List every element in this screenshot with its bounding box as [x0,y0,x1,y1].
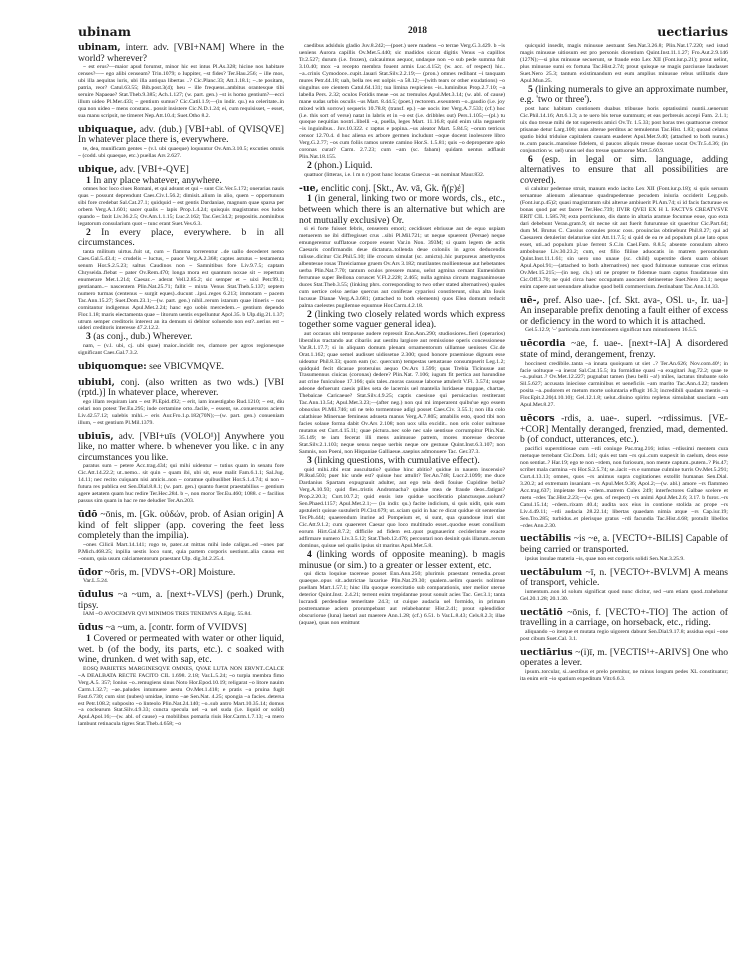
citations: tanta militum uirtus..fuit ut, cum ~ flamma torrerentur ..de uallo decederet nemo Caes.Gal.5.43.4; ~ crudelis ~ luctus, ~ pauor Verg.A.2.368; captes astutus ~ testamenta senum Hor.S.2.5.23; saltus Caudinos non ~ Samnitibus fore Liv.9.7.5; captam Chryseida..flebat ~ pater Ov.Rem.470; longa mora est quantum noxae sit ~ repertum enumerare Met.1.214; Caesar..~ aderat Vell.2.85.2; sic semper et ~ uixi Petr.99.1; gentianam..~ nascentem Plin.Nat.25.71; fallit ~ mixta Venus Stat.Theb.5.137; septem numero turmas (centenus ~ surgit eques)..ducunt ..ipsi..reges 6.213; immotam ~ pacem Tac.Ann.15.27; Suet.Dom.23.1;—(w. part. gen.) nihil..rerum istarum quae itineris ~ nos comitantur indigemus Apul.Met.2.24; hanc ego uobis mercedem..~ gentium dependo Flor.1.18; maris eiectamenta quae ~ litorum uentis expelluntur Apol.35. b Ulp.dig.21.1.37; utrum semper creditoris interest an ita demum si debitor soluendo non est?..uerius est ~ uideri creditoris interesse 47.2.12.2. [78,249,284,332]
headword: ubiubi, [78,376,115,388]
citations: ipsum..torcular, si..uectibus et prelo premitur, ne minus longum pedes XL constituatur; ita enim erit ~io spatium expeditum Vitr.6.6.3. [520,668,728,682]
citations: quicquid insedit, magis minusue aestuant Sen.Nat.3.26.8; Plin.Nat.17.220; sed istud magis minusue uitiosum est pro personis dicentium Quint.Inst.11.1.27; Fro.Aut.2.9.146 (127N);—si plus minusue secuerunt, se fraude esto Lex XII (Font.iur.p.21); prout uelint, plus minusue sumi ex fortuna Tac.Hist.2.74; prout quisque se magis parciusue laudasset Suet.Nero 25.3; tantum existimandum est eum amplius minusue rebus utilitatis dare Apul.Mun.25. [520,43,728,84]
dictionary-entry [78,510,284,563]
sense-definition [299,310,505,331]
entry-heading [78,43,284,64]
sense-text: (as conj., dub.) Wherever. [90,331,193,343]
entry-definition: ~ōris, m. [VDVS+-OR] Moisture. [102,566,236,578]
citations: aut occasus ubi tempusue audere repressit Enn.Ann.290; studiosiores..fieri (operarios) liberalius tractando aut cibariis aut uestitu largiore aut remissione operis concessioneue Var.R.1.17.7; si in aliquam domum plenam ornamentorum uillamue uenisses Cic.de Orat.1.162; quae semel audisset uidissetue 2.300; quod honore praemioue dignum esse uideatur Phil.8.33; quom eam (sc. quercum) tempestas uetustasue consumpserit Leg.1.2; quidquid fecit dicasue proteruius aequo Ov.Ars 1.599; quas Trebia Ticinusue aut Trasumennus ciuicas (coronas) dedere? Plin.Nat. 7.106; iugum fit pertica aut harundine aut crine funiculoue 17.166; quis tales..moras casusue laborue attulerit V.Fl. 3.574; usque adeone defuerunt caesis pilles seta de lacernis uel mantelia luridaeue mappae, chartae, Thebaicae Caricaeue? Stat.Silv.4.9.25; captis caesisue qui peruicacius restiterant Tac.Ann.13.54; Apul.Met.3.23;—(after neg.) non qui mi imperarent quibu'ue ego essem obnoxius Pl.Mil.746; uti ne telo tormentoue adigi posset Caes.Civ. 3.55.1; non illa colo calathisue Mineruae femineas adsueta manus Verg.A.7.805; amabilis esto, quod tibi non facies solaue forma dabit Ov.Ars 2.108; non uox ulla excidit.. non oris color uultusue mutatus est Curt.4.15.11; quae pictura..nec sole nec sale uentisue corrumpitur Plin.Nat. 35.149; te iam fecerat illi mens animusue patrem, mores moresue decorue Stat.Silv.2.1.103; neque sensu neque uerbis neque ore gestuue Quint.Inst.6.3.107; non Samnis, non Poeni, non Hispaniae Galliaeue..saepius admonuere Tac. Ger.37.3. [299,330,505,455]
entry-definition: -rdis, a. uae-. superl. ~rdissimus. [VE-+COR] Mentally deranged, frenzied, mad, demented. b (of conduct, utterances, etc.). [520,413,728,446]
entry-definition: interr. adv. [VBI+NAM] Where in the world? wherever? [78,42,284,64]
sense-text: (linking numerals to give an approximate number, e.g. 'two or three'). [520,83,728,106]
citations: ~ones Cilicii Mart.14.141; rogo te, pater..ut mittas mihi inde caligas..ed ~ones par P.Mich.468.25; inpilia uestis loco sunt, quia partem corporis uestiunt..alia causa est ~onum, quia usum calciamentorum praestant Ulp. dig.34.2.25.4. [78,541,284,562]
sense-number: 2 [307,308,312,320]
entry-heading [78,125,284,146]
entry-heading [520,414,728,446]
dictionary-entry [78,362,284,373]
citations: si caluitur pedemue struit, manum endo iacito Lex XII (Font.iur.p.18); si quis seruum seruamue alienum alienamue quadrupedemue pecudem iniuria occiderit Leg.pub. (Font.iur.p.45)2; quasi magistratum sibi alterue ambiuerit Pl.Am.74; si id facis facturaue es bonas quod par est facere Ter.Hec.739; IIVIR QVEI EX H L FACTVS CREATVSVE ERIT CIL 1.585.78; exta porriciunto, dis danto in altaria aramue focumue eoue, quo exta dari debebunt Veran.gram.9; sit necne sit aut fuerit futurumue sit quaeritur Cic.Part.64; dum M. Brutus C. Cassius consules prouc coss. prouincias obtinebunt Phil.8.27; qui ad Caesarem detulerint delaturiue sint Att.11.7.5; si quid de ea re ad populum pl.ue lato opus esset, uti..ad populum pl.ue ferrent S.C.in Cael.Fam. 8.8.5; absente consulum altero ambobusue Liv.30.23.2; cum, est filio filiiue aduocatis in matrem perorandum Quint.Inst.11.1.61; sin uero uno unaue (sc. child) superstite diem suam obisset Apul.Apol.91;—(attached to both alternatives) nec quod fuimusue sumusue cras erimus Ov.Met.15.215;—(in neg. cls.) uti ne propter te fidemue tuam captus fraudatusue sim Cic.Off.3.70; ne quid circa haec occupatum auocaret detineretue Suet.Nero 23.1; neque enim capere aut uenundare aliudue quod belli commercium..festinabant Tac.Ann.14.33. [520,186,728,290]
entry-heading [78,378,284,399]
column-2 [299,43,505,632]
dictionary-entry [78,590,284,618]
sense-text: Covered or permeated with water or other liquid, wet. b (of the body, its parts, etc.). c soaked with wine, drunken. d wet with sap, etc. [78,632,284,666]
entry-heading [78,590,284,611]
entry-heading [520,534,728,555]
sense-definition [78,176,284,187]
citations: post hanc habitam contionem duabus tribusue horis optatissimi nuntii..uenerunt Cic.Phil.14.16; Att.6.1.3; a te uero bis terue summum; et eas perbreuis accepi Fam. 2.1.1; uix duo tresue mihi de tot superestis amici Ov.Tr. 1.5.33; post horas tres quattuorue cremor ptisanae detur Larg.100; unus alterue perditus ac temulentus Tac.Hist. 1.83; quoad celatus spatio bidui triduiue capitalem causam euaderet Apul.Met.9.40; (attached to both nums.) te..cum paucis..mansisse fidelem, si paucos aliquis tresue duosue uocat Ov.Tr.5.4.36; (in conjunction w. uel) unus uel duo tresue quattuorue Mart.5.60.9. [520,105,728,154]
headword: uectātiō [520,606,563,618]
running-header [78,24,728,42]
citations: nam, ~ (v.l. ubi, cj. ubi quae) maior..incidit res, clamore per agros regionesque significant Caes.Gal.7.3.2. [78,343,284,356]
sense-number: 4 [307,548,312,560]
sense-text: In any place whatever, anywhere. [90,174,222,186]
headword: ubinam, [78,42,121,53]
sense-number: 3 [307,454,312,466]
entry-definition: adv. (dub.) [VBI+abl. of QVISQVE] In whatever place there is, everywhere. [78,123,284,146]
entry-definition: pref. Also uae-. [cf. Skt. ava-, OSl. u-, Ir. ua-] An inseparable prefix denoting a fault either of excess or deficiency in the word to which it is attached. [520,294,728,327]
dictionary-entry [78,432,284,506]
sense-number: 2 [307,160,312,172]
citations: quattuor (litteras, i.e. l m n r) post hanc locatas Graecus ~as nominat Maur.832. [304,171,485,178]
headword: -ue, [299,182,319,194]
citations: iumentum..non id solum significat quod nunc dicitur, sed ~um etiam quod..trahebatur Gel.20.1.28; 20.1.30. [520,588,728,602]
guide-word-left: ubinam [78,24,131,39]
column-3 [520,43,728,688]
sense-text: (esp. in legal or sim. language, adding alternatives to ensure that all possibilities are covered). [520,153,728,186]
headword: ūdor [78,566,103,578]
entry-definition: adv. [VBI+-QVE] [117,163,189,175]
citations: ego illam requiram iam ~ est Pl.Epid.492; ~ erit, iam inuestigabo Rud.1210; ~ est, diu celari non potest Ter.Eu.295; inde certamine orto..facile, ~ essent, se..conuersuros aciem Liv.42.57.12; ualebis mihi..~ eris Aur.Fro.1.p.182(70N);—(w. part. gen.) conueniam illum, ~ est gentium Pl.Mil.1379. [78,398,284,426]
dictionary-entry [520,608,728,643]
entry-heading [520,296,728,328]
sense-number: 1 [86,632,91,644]
entry-definition: ~ōnis, m. [Gk. οὐδών, prob. of Asian origin] A kind of felt slipper (app. covering the feet less completely than the impilia). [78,509,284,542]
headword: uē-, [520,294,540,306]
sense-definition [520,85,728,106]
headword: uectābilis [520,533,571,545]
entry-heading [520,608,728,629]
entry-definition: ~(i)ī, m. [VECTIS¹+-ARIVS] One who operates a lever. [520,646,728,669]
citations: pacifici superstitiosae cum ~rdi coniuge Pac.trag.216; istius ~rdissimi mentem cura metuque terrebant Cic.Dom. 141; quis est tam ~rs qui..cum suspexit in caelum, deos esse non sentiat..? Har.19; ego te non ~rdem, non furiosum, non mente captum..putem..? Pis.47; scribet mala carmina ~rs Hor.S.2.5.74; se..iacit ~rs e summae culmine turris Ov.Met.5.291; Curt.4.13.13; omnes, quos ~rs animus supra cogitationes extollit humanas Sen.Dial. 3.20.2; ad extremam insaniam ~rs Apul.Met.9.36; Apol.2;—(w. abl.) amore ~rs flammeo Acc.trag.637; impietate fera ~rdem..matrem Culex 249; interfectores Galbae scelere et metu ~rdes Tac.Hist.2.23;—(w. gen. of respect) ~rs animi Apul.Met.2.6; 3.17. b furor..~rs Catul.15.14; ~rdem..rixam 40.4; audita uox eius in contione stolida ac prope ~rs Liv.4.49.11; ~rdi audacia 28.22.14; libertas quaedam nimia atque ~rs Cap.iur.19; Sen.Tro.285; turbidus..et plerisque gratus ~rdi facundia Tac.Hist.4.68; protulit libellos ~rdes Ann.2.30. [520,446,728,529]
dictionary-entry [78,568,284,586]
sense-definition [78,228,284,249]
entry-heading [78,432,284,464]
entry-heading [520,339,728,360]
headword: uectābulum [520,566,583,578]
sense-definition [299,194,505,226]
citations: ipsius insulae materia ~is, quae non est corporis solidi Sen.Nat.3.25.9. [525,555,685,562]
entry-definition: ~ōnis, f. [VECTO+-TIO] The action of travelling in a carriage, on horseback, etc., riding. [520,606,728,629]
sense-text: (in general, linking two or more words, cls., etc., between which there is an alternative but which are not mutually exclusive) Or. [299,193,505,226]
sense-number: 2 [86,226,91,238]
sense-definition [78,634,284,666]
headword: ūdus [78,622,104,634]
entry-definition: ~ae, f. uae-. [next+-IA] A disordered state of mind, derangement, frenzy. [520,338,728,360]
entry-heading [520,648,728,669]
entry-definition: ~a ~um, a. [next+-VLVS] (perh.) Drunk, tipsy. [78,589,284,611]
citations: hoccinest credibile..tanta ~a innata quoiquam ut siet ..? Ter.An.626; Nov.com.40¹; in facie uoltuque ~a inerat Sal.Cat.15.5; ita formidine quasi ~a exagitari Jug.72.2; quae te ~a..pulsat..? Ov.Met.12.227; pugnabat tamen (heu belli ~a!) miles, iactatus titubante solo Sil.5.627; accusata iniecisse carminibus et ueneficiis ~am marito Tac.Ann.4.22; tandem posita ~a..pudorem et metum morte uoluntaria effugit 16.3; incredibili quadam mentis ~a Flor.Epit.2.20(4.10.10); Gel.12.1.8; uelut..diuino spiritu repletus simulabat sauciam ~am Apul.Met.8.27. [520,360,728,409]
citations: aliquando ~o iterque et mutata regio uigorem dabunt Sen.Dial.9.17.8; assidua equi ~one post cibum Suet.Cal. 3.1. [520,628,728,642]
entry-heading [78,362,284,373]
headword: uēcordia [520,338,566,350]
citations: EOSQ PARIETES MARGINESQVE OMNES, QVAE LUTA NON ERVNT..CALCE ~A DEALBATA RECTE FACITO CIL 1.698. 2.18; Var.L.5.24; ~o turpia membra fimo Verg.A.5. 357; Ionius ~o..remugiens sinus Noto Hor.Epod.10.19; religarat ~o litore nauim Carm.1.32.7; ~ae..paludes intumuere aestu Ov.Met.1.418; e pratis ~a pruina fugit Fast.6.730; cum sint (nubes) umidae, immo ~ae Sen.Nat. 4.25; spongia ~a facies..detersa est Petr.108.2; subposito ~o linteolo Plin.Nat.24.140; ~o..sub antro Mart.10.35.14; domus ~a coclearum Stat.Silv.4.9.33; cuncta specula uel ~a uel suda (i.e. liquid or solid) Apul.Apol.16;—(w. abl. of cause) ~a mobilibus pomaria riuis Hor.Carm.1.7.13; ~a mero lambunt retinacula tigres Stat.Theb.4.658; ~o [78,665,284,728]
dictionary-entry [520,296,728,335]
dictionary-entry [78,165,284,357]
entry-heading [520,568,728,589]
sense-definition [299,550,505,571]
sense-text: (linking two closely related words which express together some vaguer general idea). [299,308,505,331]
citations: ~ est erus?—maior apud forumst, minor hic est intus Pl.As.328; hicine nos habitare censes?—~ ego alibi censeam? Trin.1079; o Iuppiter, ~st fides? Ter.Hau.256; ~ ille mos, ubi illa aequitas iuris, ubi illa antiqua libertas ..? Cic.Planc.33; Att.1.18.1; ~..te positam, patria, reor? Catul.63.55; Bib.post.3(4); heu ~ ille frequens..ambitus orantesque tibi seruire Napaeae? Stat.Theb.9.385; Ach.1.127; (w. part. gen.) ~st is homo gentium?—ecci illum uideo Pl.Mer.433; ~ gentium sumus? Cic.Catil.1.9;—(in indir. qu.) ea celeritate..in qua non uideo ~ mens constans.. possit insistere Cic.N.D.1.24; ei, cum requisisset, ~ esset, sua manu scripsit, ne timeret Nep.Att.10.4; Suet.Otho 8.2. [78,64,284,119]
citations: quid mihi..tibi erat auscultatio? quidue hinc abitio? quidue in nauem inscensio? Pl.Rud.503; puer hic unde est? quisue huc attulit? Ter.An.748; Lucr.2.1099; me duce Dardanius Spartam expugnauit adulter, aut ego tela dedi fouiue Cupidine bella? Verg.A.10.93; quid fles..tristis Andromacha? quidue mea de fraude deos..fatigas? Prop.2.20.3; Curt.10.7.2; quid ensis iste quidue uociferatio planctusque..uolunt? Sen.Phaed.1157; Apul.Met.2.1;— (in indir. qu.) facite indicium, si quis uidit, quis eam apstulerit quisue sustulerit Pl.Cist.679; ut..sciam quid in hac re dicat quidue sit sententiae Ter.Ph.444; quaerendum iturine ad Pompeium et, si sunt, qua quandoue ituri sint Cic.Att.9.1.2; cum quaereret Caesar quo loco multitudo esset..quodue esset consilium eorum Hirt.Gal.8.7.2; difficile ad fidem est..quot pugnauerint ceciderintue exacte adfirmare numero Liv.3.5.12; Stat.Theb.12.476; percontari non desinit quis illarum..rerum dominus, quisue uel qualis ipsius sit maritus Apul.Met.5.8. [299,466,505,549]
sense-definition [299,456,505,467]
entry-definition: adv. [VBI+uīs (VOLO¹)] Anywhere you like, no matter where. b whenever you like. c in any circumstances you like. [78,430,284,463]
headword: ūdulus [78,589,114,601]
entry-definition: conj. (also written as two wds.) [VBI (rptd.)] In whatever place, wherever. [78,376,284,399]
entry-definition: enclitic conj. [Skt., Av. vā, Gk. ἤ(ϝ)έ] [318,182,465,194]
entry-heading [78,510,284,542]
dictionary-entry [520,339,728,409]
headword: ubiquaque, [78,123,137,135]
dictionary-entry [299,43,505,179]
headword: ubiuīs, [78,430,114,442]
sense-text: In every place, everywhere. b in all circumstances. [78,226,284,249]
sense-definition [78,332,284,343]
dictionary-entry [78,125,284,160]
sense-definition [520,155,728,187]
dictionary-entry [299,184,505,627]
guide-word-right: uectiarius [657,24,728,39]
dictionary-entry [78,378,284,427]
sense-definition [299,161,505,172]
dictionary-entry [520,414,728,529]
column-1 [78,43,284,733]
citations: paratus sum ~ petere Acc.trag.434; qui mihi uidentur ~ tutius quam in senatu fore Cic.Att.14.22.2; ut..nemo.. sit quin ~ quam ibi, ubi sit, esse malit Fam.6.1.1; Sal.Jug. 14.11; nec recito cuiquam nisi amicis..non ~ coramue quibuslibet Hor.S.1.4.74; si non ~ futura res publica est Sen.Dial.8.8.1; (w. part. gen.) quanto fuerat praestabilius ~ gentium agere aetatem quam huc redire Ter.Hec.284. b ~, non moror Ter.Eu.460; 1088. c ~ facilius passus sim quam in hac re me deludier Ter.An.203. [78,463,284,505]
sense-number: 5 [528,83,533,95]
dictionary-entry [520,534,728,562]
headword: ubiquomque: [78,360,147,372]
sense-text: (linking questions, with cumulative effect). [311,454,480,466]
dictionary-entry [78,43,284,120]
entry-definition: ~is ~e, a. [VECTO+-BILIS] Capable of being carried or transported. [520,533,728,556]
citations: qui dicta loquiue tacereue posset Enn.Ann.250; plurimis praestant remedia..prout quaeque..opus sit..adstrictae laxariue Plin.Nat.29.30; qualem..uelim quaeris nolimue puellam Mart.1.57.1; hinc illa quoque exercitatio sub comparationis, uter melior uterue deterior Quint.Inst. 2.4.21; terrent enim trepidantue prout sonuit acies Tac. Ger.3.1; tanta lucrandi perdendiue temeritate 24.3; ut cuique audacia uel formido, in primam postremamue aciem prorumpebant aut relabebantur Hist.2.41; prout splendidior obscuriorue (luna) laetari aut maerere Ann.1.28; (cf.) 6.51. b Var.L.8.43; Cels.8.2.3; illae (aquae), quas non emittunt [299,571,505,626]
citations: omnes hoc loco ciues Romani, et qui adsunt et qui ~ sunt Cic.Ver.5.172; onerarias nauis quas ~ possunt deprendunt Caes.Civ.1.56.2; dimisit..alium in alio, quem ~ opportunum sibi fore credebat Sal.Cat.27.1; quidquid ~ est gentis Dardaniae, magnum quae sparsa per orbem Verg.A.1.601; sacer qualis ~ lapis Prop.1.4.24; quisquis magistratus eos ludos quando ~ faxit Liv.36.2.5; Ov.Am.1.1.15; Luc.2.162; Tac.Ger.34.2; propositis..nominibus legatorum consularium quot ~ tunc erant Suet.Ves.6.3. [78,186,284,227]
sense-number: 3 [86,331,91,343]
sense-number: 6 [528,153,533,165]
dictionary-entry [520,648,728,683]
page-number: 2018 [408,26,427,36]
citations: te, dea, munificam gentes ~ (v.l. ubi quaeque) loquuntur Ov.Am.3.10.5; excuties omnis ~ (codd. ubi quaeque, etc.) puellas Ars 2.627. [78,146,284,159]
citations: caedibus adsiduis gladio Juv.8.242;—(poet.) uere madens ~o terrae Verg.G.3.429. b ~is ueniens Aurora capillis Ov.Met.5.440; sic madidos siccat digitis Venus ~a capillos Tr.2.527; durum (i.e. frozen), calcauimus aequor, undaque non ~o sub pede summa fuit 3.10.40; mox ~a recepto membra fouent armis Luc.4.152; (w. acc. of respect) hic.. ~a..crinis Cymodoce..cupit..lauari Stat.Silv.2.2.19;— (pron.) omnes redibant ~i tanquam mures Petr.44.18; uah, bella res est uolpis ~a 58.12;—(with tears or other exudations) ~o singultus ore cientem Catul.64.131; tua limina respiciens ~is..luminibus Prop.2.7.10; ~a labella Pers. 2.32; oculos Fotidis meae ~os ac tremulos Apul.Met.3.14; (w. abl. of cause) mane sudas urbis osculis ~us Mart. 8.44.5; (poet.) rectorem..exeuntem ~o..gaudio (i.e. joy mixed with sorrow) sequeris 10.78.8; (transf. ep.) ~ae uocis iter Verg.A.7.533; (cf.) hoc (i.e. this sort of verse) natat in labris et in ~o est (i.e. dribbles out) Pers.1.105;—(pl.) tu quoque nequitias nostri..libelli ~a, puella, leges Mart. 11.16.8; quid enim ulla negauerit ~is inguinibus.. Juv.10.322. c raptus e popina..~us aleator Mart. 5.84.5; ~orum tetricus censor 12.70.4. d huc aliena ex arbore germen includunt ~oque docent inolescere libro Verg.G.2.77; ~os cum foliis ramos urente camino Hor.S. 1.5.81; quis ~o deproperare apio coronas curat? Carm. 2.7.23; cum ~am (sc. fabam) quidam uentus adflauit Plin.Nat.18.155. [299,43,505,161]
sense-text: (linking words of opposite meaning). b magis minusue (or sim.) to a greater or lesser extent, etc. [299,548,505,571]
headword: uēcors [520,413,555,425]
entry-definition: ~ī, n. [VECTO+-BVLVM] A means of transport, vehicle. [520,566,728,589]
dictionary-entry [520,568,728,603]
entry-definition: see VBICVMQVE. [146,360,225,372]
headword: uectiārius [520,646,573,658]
citations: IAM ~O AVOCEMVR QVI MINIMOS TRES TENEMVS A.Epig. 55.84. [83,611,252,618]
sense-text: (phon.) Liquid. [311,160,373,172]
citations: Gel.5.12.9; '~' particula..tum intentionem significat tum minutionem 16.5.5. [525,327,698,334]
dictionary-entry [78,623,284,728]
entry-definition: ~a ~um, a. [contr. form of VVIDVS] [103,622,247,634]
citations: si ei forte fuisset febris, censerem emori; cecidisset ebriusue aut de equo uspiam metuerem ne ibi diffregisset crus ..sibi Pl.Mil.721; ut neque spuerent (Persae) neque emungerentur sufflatoue corpore essent Var.in Non. 393M; si quam legem de actis Caesaris confirmandis deue dictatura..tollenda deue coloniis in agros deducendis tulisse..dicitur Cic.Phil.5.10; ille crocum simulat (sc. amictu)..hic purpureus amethystos albentesue rosas Threiciamue gruem Ov.Ars 3.182; mutilantes mollientesue aut hebetantes uerba Plin.Nat.7.70; tantum oculos pressere manu, uelut agmina cernant Eumenidum ferrumue super Bellona coruscet V.Fl.2.228; 2.465; nulla agmina circum magnanimosue duces Stat.Theb.3.55; (linking phrs. corresponding to two other stated alternatives) quales cum uertice celso aeriae quercus aut coniferae cyparissi constiterunt, silua alta Iouis lucusue Dianae Verg.A.3.681; (attached to both elements) quos Elea domum reducit palma caelestes pugilemue equumue Hor.Carm.4.2.18. [299,226,505,309]
headword: ūdō [78,509,98,521]
headword: ubique, [78,163,118,175]
dictionary-entry [520,43,728,291]
entry-heading [78,568,284,579]
sense-number: 1 [86,174,91,186]
citations: Var.L.5.24. [83,578,109,585]
sense-number: 1 [307,193,312,205]
